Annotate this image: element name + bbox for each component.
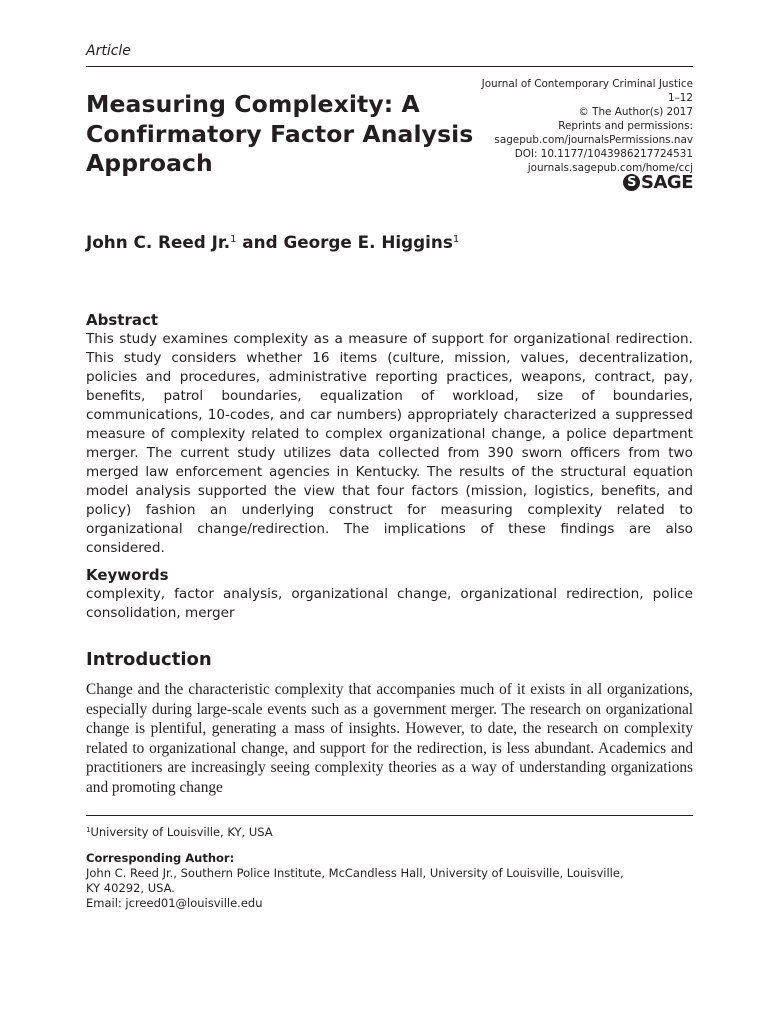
affiliation-marker: 1 <box>452 234 460 245</box>
introduction-heading: Introduction <box>86 649 212 670</box>
page-range: 1–12 <box>667 92 693 104</box>
author-list <box>86 232 459 252</box>
abstract-heading: Abstract <box>86 311 159 329</box>
corresponding-address-line: John C. Reed Jr., Southern Police Institute, McCandless Hall, University of Louisville, Louisville, <box>86 866 624 880</box>
sage-logo <box>623 172 693 193</box>
affiliation-marker: 1 <box>230 234 237 245</box>
title-line: Approach <box>86 149 213 177</box>
abstract-text: This study examines complexity as a measure of support for organizational redirection. This study considers whether 16 items (culture, mission, values, decentralization, policies and procedures, administrative reporting practices, weapons, contract, pay, benefits, patrol boundaries, equalization of workload, size of boundaries, communications, 10-codes, and car numbers) appropriately characterized a suppressed measure of complexity related to complex organizational change, a police department merger. The current study utilizes data collected from 390 sworn officers from two merged law enforcement agencies in Kentucky. The results of the structural equation model analysis supported the view that four factors (mission, logistics, benefits, and policy) fashion an underlying construct for measuring complexity related to organizational change/redirection. The implications of these findings are also considered. <box>86 331 693 556</box>
article-title <box>86 90 496 179</box>
title-line: Confirmatory Factor Analysis <box>86 119 474 148</box>
journal-name: Journal of Contemporary Criminal Justice <box>481 78 693 90</box>
copyright: © The Author(s) 2017 <box>578 106 693 118</box>
article-type-label: Article <box>86 43 131 59</box>
author-name: John C. Reed Jr. <box>86 232 231 252</box>
title-line: Measuring Complexity: A <box>86 90 420 118</box>
footnote-divider <box>86 815 693 816</box>
corresponding-author-heading: Corresponding Author: <box>86 851 235 865</box>
introduction-text: Change and the characteristic complexity that accompanies much of it exists in all organizations, especially during large-scale events such as a government merger. The research on organizational change is plentiful, generating a mass of insights. However, to date, the research on complexity related to organizational change, and support for the redirection, is less abundant. Academics and practitioners are increasingly seeing complexity theories as a way of understanding organizations and promoting change <box>86 681 693 796</box>
doi[interactable]: DOI: 10.1177/1043986217724531 <box>514 148 693 160</box>
journal-url[interactable]: journals.sagepub.com/home/ccj <box>527 162 693 174</box>
author-name: George E. Higgins <box>283 232 453 252</box>
header-divider <box>86 66 693 67</box>
permissions-link[interactable]: sagepub.com/journalsPermissions.nav <box>494 134 693 146</box>
affiliation-text: University of Louisville, KY, USA <box>90 825 273 839</box>
corresponding-author-details <box>86 866 686 911</box>
affiliation-marker: 1 <box>86 826 91 834</box>
reprints-label: Reprints and permissions: <box>558 120 693 132</box>
corresponding-address-line: KY 40292, USA. <box>86 881 175 895</box>
sage-wordmark: SAGE <box>641 172 693 193</box>
author-conjunction: and <box>236 232 284 252</box>
sage-emblem-icon: S <box>623 174 640 191</box>
keywords-heading: Keywords <box>86 566 169 584</box>
keywords-text: complexity, factor analysis, organizational change, organizational redirection, police consolidation, merger <box>86 586 693 621</box>
affiliation-footnote <box>86 825 273 839</box>
corresponding-email[interactable]: Email: jcreed01@louisville.edu <box>86 896 263 910</box>
